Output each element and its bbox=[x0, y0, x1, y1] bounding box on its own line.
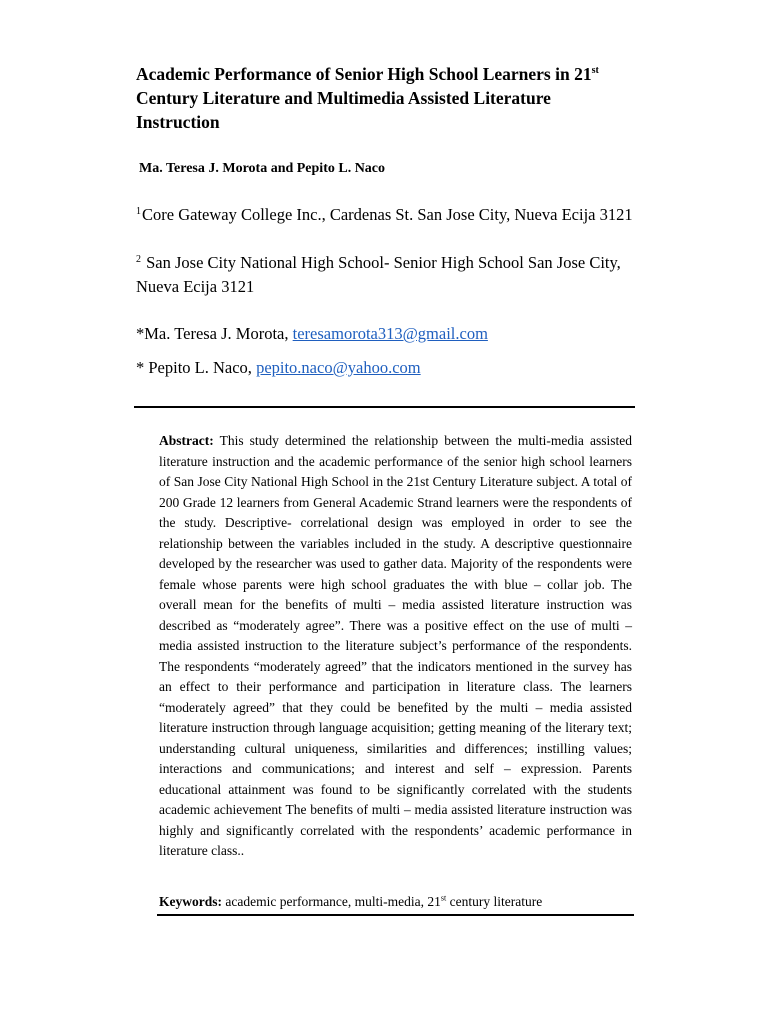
contact-2-email-link[interactable]: pepito.naco@yahoo.com bbox=[256, 358, 421, 377]
affiliation-1 bbox=[136, 203, 636, 227]
affiliation-1-number: 1 bbox=[136, 205, 141, 217]
affiliation-1-text: Core Gateway College Inc., Cardenas St. San Jose City, Nueva Ecija 3121 bbox=[142, 205, 633, 224]
keywords-text: academic performance, multi-media, 21 bbox=[222, 894, 441, 909]
contact-1 bbox=[136, 323, 488, 345]
affiliation-2 bbox=[136, 251, 636, 299]
contact-1-email-link[interactable]: teresamorota313@gmail.com bbox=[292, 324, 488, 343]
bottom-divider bbox=[157, 914, 634, 916]
affiliation-2-number: 2 bbox=[136, 253, 141, 265]
keywords-label: Keywords: bbox=[159, 894, 222, 909]
keywords-superscript: st bbox=[440, 893, 447, 903]
abstract-paragraph bbox=[159, 431, 632, 862]
title-text: Academic Performance of Senior High School Learners in 21 bbox=[136, 64, 592, 84]
abstract-text: This study determined the relationship between the multi-media assisted literature instruction and the academic performance of the senior high school learners of San Jose City National High School in the 21st Century Literature subject. A total of 200 Grade 12 learners from General Academic Strand learners were the respondents of the study. Descriptive- correlational design was employed in order to see the relationship between the variables included in the study. A descriptive questionnaire developed by the researcher was used to gather data. Majority of the respondents were female whose parents were high school graduates the with blue – collar job. The overall mean for the benefits of multi – media assisted literature instruction was described as “moderately agree”. There was a positive effect on the use of multi – media assisted instruction to the literature subject’s performance of the respondents. The respondents “moderately agreed” that the indicators mentioned in the survey has an effect to their performance and participation in literature class. The learners “moderately agreed” that they could be benefited by the multi – media assisted literature instruction through language acquisition; getting meaning of the literary text; understanding cultural uniqueness, similarities and differences; instilling values; interactions and communications; and interest and self – expression. Parents educational attainment was found to be significantly correlated with the students academic achievement The benefits of multi – media assisted literature instruction was highly and significantly correlated with the respondents’ academic performance in literature class.. bbox=[159, 433, 632, 858]
contact-2 bbox=[136, 357, 421, 379]
paper-title bbox=[136, 62, 636, 134]
contact-2-name: * Pepito L. Naco, bbox=[136, 358, 257, 377]
title-text-rest: Century Literature and Multimedia Assisted Literature Instruction bbox=[136, 88, 551, 132]
keywords-line bbox=[159, 893, 632, 911]
contact-1-name: *Ma. Teresa J. Morota, bbox=[136, 324, 293, 343]
top-divider bbox=[134, 406, 635, 408]
keywords-text-rest: century literature bbox=[446, 894, 543, 909]
affiliation-2-text: San Jose City National High School- Senior High School San Jose City, Nueva Ecija 3121 bbox=[136, 253, 621, 296]
abstract-label: Abstract: bbox=[159, 433, 214, 448]
title-superscript: st bbox=[591, 65, 599, 77]
author-list: Ma. Teresa J. Morota and Pepito L. Naco bbox=[139, 161, 386, 176]
